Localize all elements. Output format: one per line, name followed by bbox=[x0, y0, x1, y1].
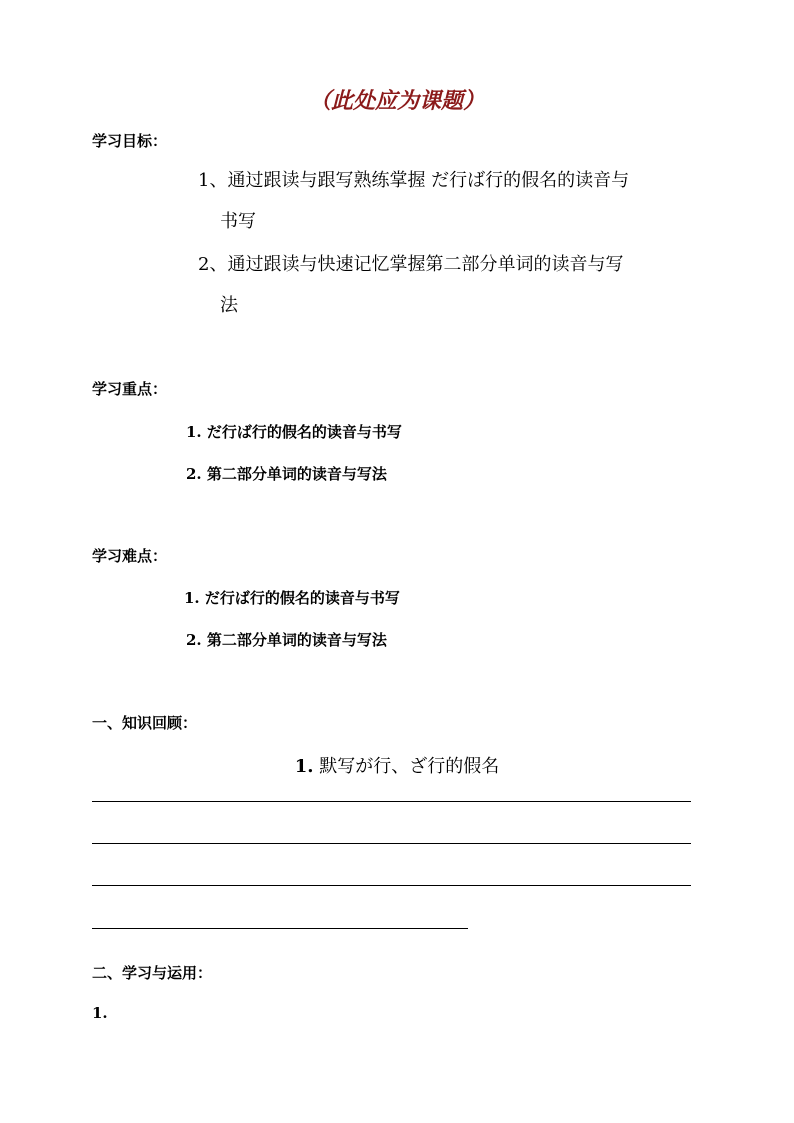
answer-line-1[interactable] bbox=[92, 801, 691, 802]
answer-line-3[interactable] bbox=[92, 885, 691, 886]
review-item-number: 1. bbox=[294, 756, 314, 777]
practice-item-number: 1. bbox=[92, 1004, 108, 1022]
key-points-heading: 学习重点： bbox=[92, 380, 168, 398]
answer-line-4[interactable] bbox=[92, 928, 468, 929]
difficult-point-2: 2. 第二部分单词的读音与写法 bbox=[186, 631, 387, 649]
key-point-1: 1. だ行ば行的假名的读音与书写 bbox=[186, 423, 402, 441]
key-point-2: 2. 第二部分单词的读音与写法 bbox=[186, 465, 387, 483]
goal-2-line-2: 法 bbox=[220, 295, 238, 316]
review-heading: 一、知识回顾： bbox=[92, 714, 198, 732]
goal-1-line-2: 书写 bbox=[220, 211, 256, 232]
review-item bbox=[0, 752, 794, 778]
answer-line-2[interactable] bbox=[92, 843, 691, 844]
review-item-text: 默写が行、ざ行的假名 bbox=[319, 756, 500, 777]
practice-heading: 二、学习与运用： bbox=[92, 964, 213, 982]
page-title: （此处应为课题） bbox=[308, 88, 485, 114]
goal-2-line-1: 2、通过跟读与快速记忆掌握第二部分单词的读音与写 bbox=[198, 254, 624, 275]
difficult-point-1: 1. だ行ば行的假名的读音与书写 bbox=[184, 589, 400, 607]
goal-1-line-1: 1、通过跟读与跟写熟练掌握 だ行ば行的假名的读音与 bbox=[198, 170, 630, 191]
goals-heading: 学习目标： bbox=[92, 132, 168, 150]
difficult-points-heading: 学习难点： bbox=[92, 547, 168, 565]
